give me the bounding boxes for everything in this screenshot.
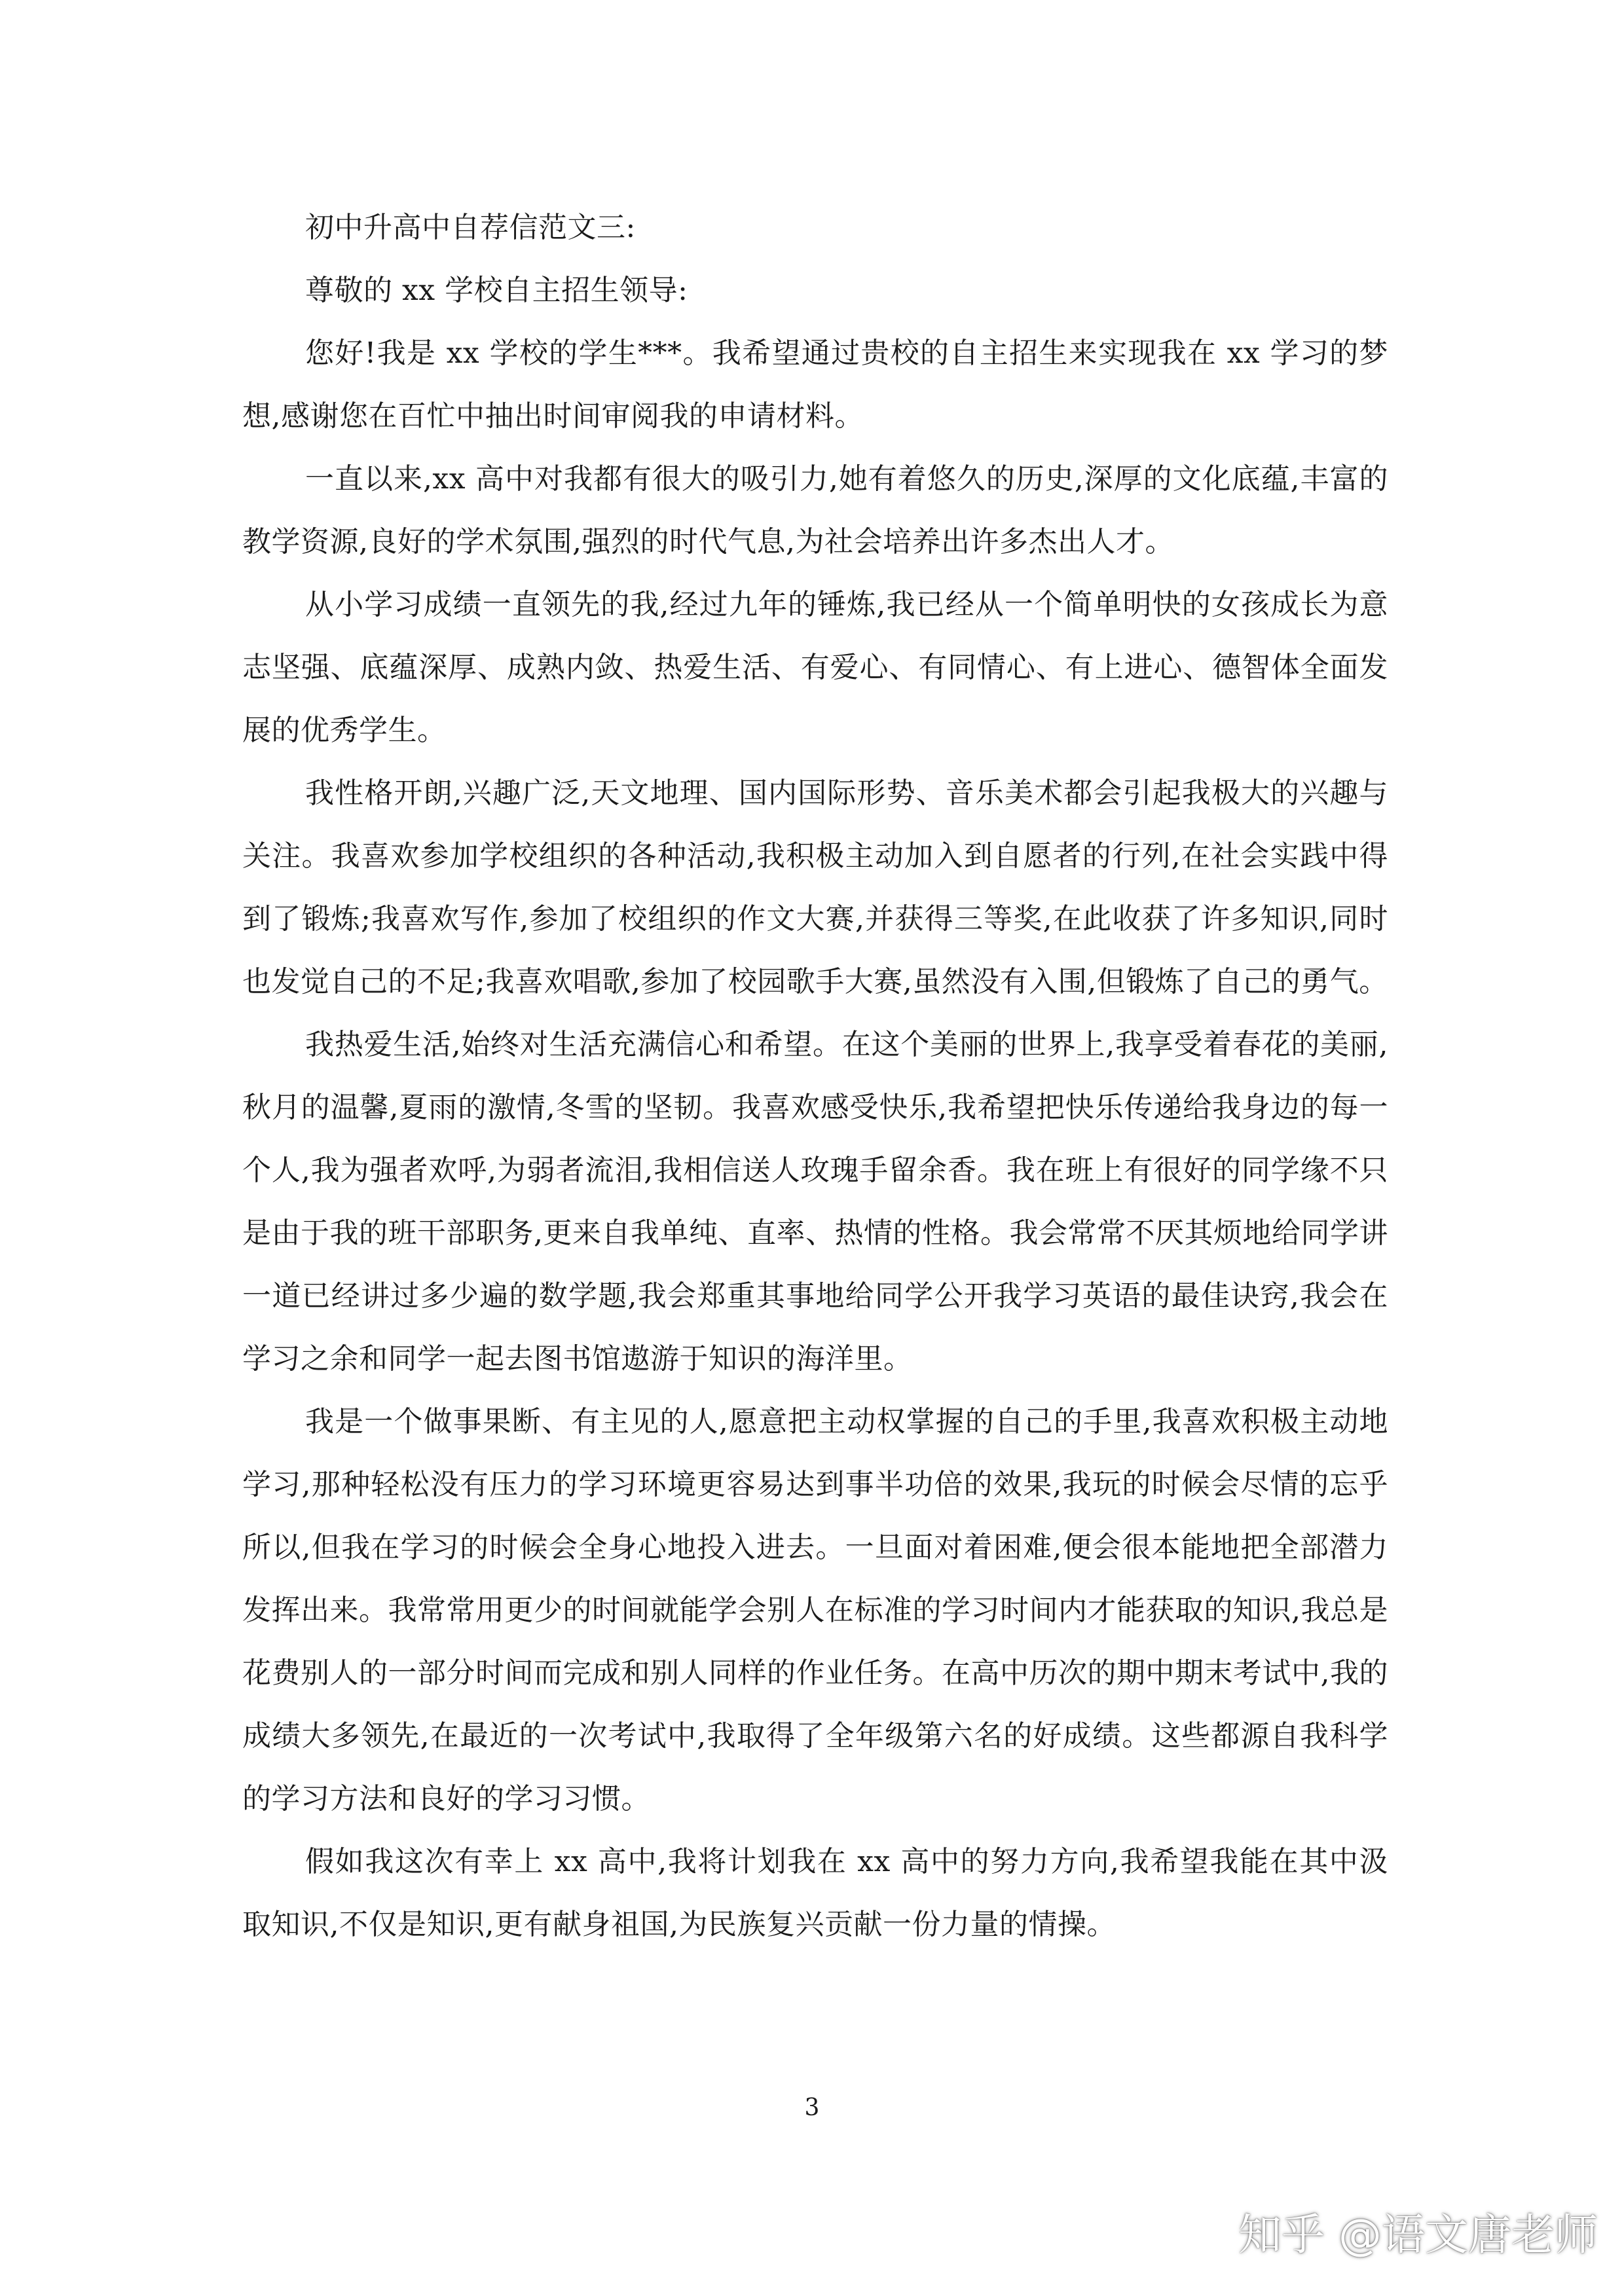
letter-body [242, 196, 1388, 1956]
paragraph-growth: 从小学习成绩一直领先的我,经过九年的锤炼,我已经从一个简单明快的女孩成长为意志坚强、底蕴深厚、成熟内敛、热爱生活、有爱心、有同情心、有上进心、德智体全面发展的优秀学生。 [242, 588, 1388, 747]
paragraph-future-plan: 假如我这次有幸上 xx 高中,我将计划我在 xx 高中的努力方向,我希望我能在其中汲取知识,不仅是知识,更有献身祖国,为民族复兴贡献一份力量的情操。 [242, 1845, 1388, 1941]
letter-salutation: 尊敬的 xx 学校自主招生领导: [305, 274, 688, 307]
paragraph-love-of-life: 我热爱生活,始终对生活充满信心和希望。在这个美丽的世界上,我享受着春花的美丽,秋月的温馨,夏雨的激情,冬雪的坚韧。我喜欢感受快乐,我希望把快乐传递给我身边的每一个人,我为强者欢呼,为弱者流泪,我相信送人玫瑰手留余香。我在班上有很好的同学缘不只是由于我的班干部职务,更来自我单纯、直率、热情的性格。我会常常不厌其烦地给同学讲一道已经讲过多少遍的数学题,我会郑重其事地给同学公开我学习英语的最佳诀窍,我会在学习之余和同学一起去图书馆遨游于知识的海洋里。 [242, 1028, 1388, 1376]
paragraph-interests: 我性格开朗,兴趣广泛,天文地理、国内国际形势、音乐美术都会引起我极大的兴趣与关注。我喜欢参加学校组织的各种活动,我积极主动加入到自愿者的行列,在社会实践中得到了锻炼;我喜欢写作,参加了校组织的作文大赛,并获得三等奖,在此收获了许多知识,同时也发觉自己的不足;我喜欢唱歌,参加了校园歌手大赛,虽然没有入围,但锻炼了自己的勇气。 [242, 776, 1388, 998]
page-number: 3 [804, 2094, 820, 2121]
paragraph-greeting: 您好!我是 xx 学校的学生***。我希望通过贵校的自主招生来实现我在 xx 学习的梦想,感谢您在百忙中抽出时间审阅我的申请材料。 [242, 337, 1388, 433]
zhihu-watermark: 知乎 @语文唐老师 [1238, 2210, 1598, 2260]
letter-title: 初中升高中自荐信范文三: [305, 211, 636, 244]
paragraph-study-habits: 我是一个做事果断、有主见的人,愿意把主动权掌握的自己的手里,我喜欢积极主动地学习,那种轻松没有压力的学习环境更容易达到事半功倍的效果,我玩的时候会尽情的忘乎所以,但我在学习的时候会全身心地投入进去。一旦面对着困难,便会很本能地把全部潜力发挥出来。我常常用更少的时间就能学会别人在标准的学习时间内才能获取的知识,我总是花费别人的一部分时间而完成和别人同样的作业任务。在高中历次的期中期末考试中,我的成绩大多领先,在最近的一次考试中,我取得了全年级第六名的好成绩。这些都源自我科学的学习方法和良好的学习习惯。 [242, 1405, 1388, 1815]
paragraph-school-attraction: 一直以来,xx 高中对我都有很大的吸引力,她有着悠久的历史,深厚的文化底蕴,丰富的教学资源,良好的学术氛围,强烈的时代气息,为社会培养出许多杰出人才。 [242, 462, 1388, 558]
